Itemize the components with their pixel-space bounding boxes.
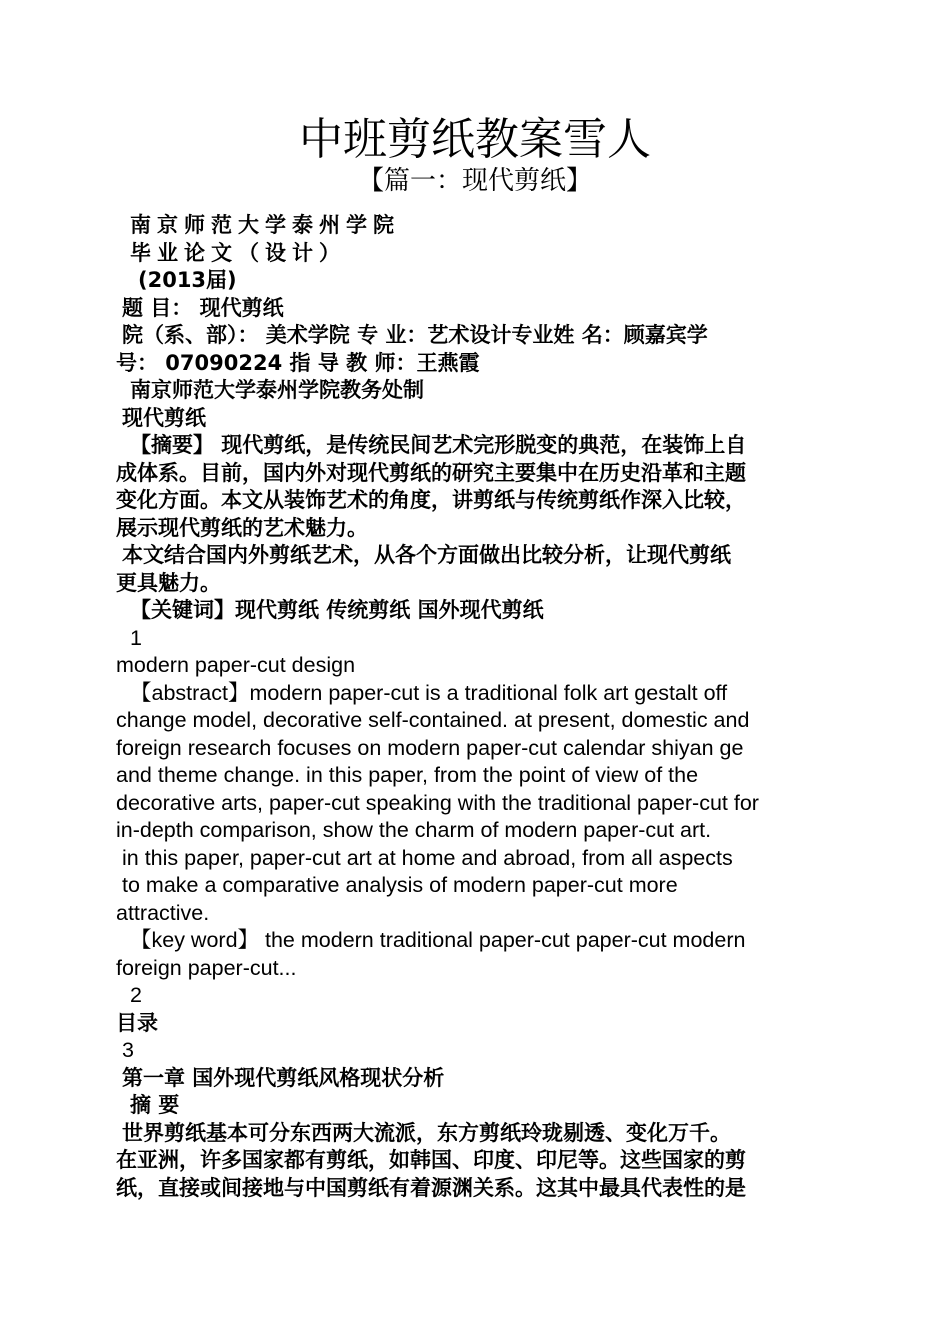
page-number: 1 bbox=[130, 625, 142, 650]
abstract-en-line: in this paper, paper-cut art at home and abroad, from all aspects bbox=[122, 845, 733, 870]
thesis-topic: 题 目： 现代剪纸 bbox=[122, 295, 284, 320]
thesis-info-line: 号： 07090224 指 导 教 师：王燕霞 bbox=[116, 350, 480, 375]
page-number: 3 bbox=[122, 1038, 134, 1062]
abstract-cn-line: 本文结合国内外剪纸艺术，从各个方面做出比较分析，让现代剪纸 bbox=[122, 543, 731, 567]
summary-line: 纸，直接或间接地与中国剪纸有着源渊关系。这其中最具代表性的是 bbox=[116, 1175, 746, 1200]
toc-heading: 目录 bbox=[116, 1010, 158, 1035]
university-name: 南京师范大学泰州学院 bbox=[130, 213, 400, 237]
abstract-en-line: to make a comparative analysis of modern paper-cut more bbox=[122, 873, 678, 897]
keywords-cn: 【关键词】现代剪纸 传统剪纸 国外现代剪纸 bbox=[130, 598, 544, 622]
thesis-info-line: 院（系、部）： 美术学院 专 业：艺术设计专业姓 名：顾嘉宾学 bbox=[122, 323, 708, 347]
thesis-year: (2013届) bbox=[138, 268, 237, 292]
abstract-cn-line: 成体系。目前，国内外对现代剪纸的研究主要集中在历史沿革和主题 bbox=[116, 460, 746, 485]
office-name: 南京师范大学泰州学院教务处制 bbox=[130, 378, 424, 402]
abstract-cn-line: 展示现代剪纸的艺术魅力。 bbox=[116, 515, 368, 540]
section-heading: 现代剪纸 bbox=[122, 405, 206, 430]
document-body bbox=[116, 212, 836, 1202]
summary-line: 在亚洲，许多国家都有剪纸，如韩国、印度、印尼等。这些国家的剪 bbox=[116, 1148, 746, 1172]
keywords-en: 【key word】 the modern traditional paper-cut paper-cut modern bbox=[130, 928, 746, 952]
keywords-en: foreign paper-cut... bbox=[116, 955, 297, 980]
abstract-cn-line: 【摘要】 现代剪纸，是传统民间艺术完形脱变的典范，在装饰上自 bbox=[130, 433, 747, 457]
thesis-heading: 毕业论文（设计） bbox=[130, 240, 346, 265]
document-subtitle: 【篇一：现代剪纸】 bbox=[357, 166, 592, 196]
abstract-en-line: change model, decorative self-contained. at present, domestic and bbox=[116, 708, 750, 732]
page-number: 2 bbox=[130, 983, 142, 1007]
chapter-heading: 第一章 国外现代剪纸风格现状分析 bbox=[122, 1065, 445, 1090]
abstract-cn-line: 变化方面。本文从装饰艺术的角度，讲剪纸与传统剪纸作深入比较， bbox=[116, 488, 746, 512]
abstract-en-line: in-depth comparison, show the charm of modern paper-cut art. bbox=[116, 818, 712, 842]
abstract-en-line: attractive. bbox=[116, 900, 210, 925]
summary-line: 世界剪纸基本可分东西两大流派，东方剪纸玲珑剔透、变化万千。 bbox=[122, 1120, 731, 1145]
document-title: 中班剪纸教案雪人 bbox=[299, 114, 651, 165]
abstract-en-line: 【abstract】modern paper-cut is a traditional folk art gestalt off bbox=[130, 680, 728, 705]
abstract-cn-line: 更具魅力。 bbox=[116, 570, 221, 595]
abstract-en-line: and theme change. in this paper, from the point of view of the bbox=[116, 763, 699, 787]
abstract-en-line: foreign research focuses on modern paper-cut calendar shiyan ge bbox=[116, 735, 744, 760]
abstract-en-line: decorative arts, paper-cut speaking with the traditional paper-cut for bbox=[116, 790, 759, 815]
summary-heading: 摘 要 bbox=[130, 1093, 180, 1117]
english-title: modern paper-cut design bbox=[116, 653, 356, 677]
